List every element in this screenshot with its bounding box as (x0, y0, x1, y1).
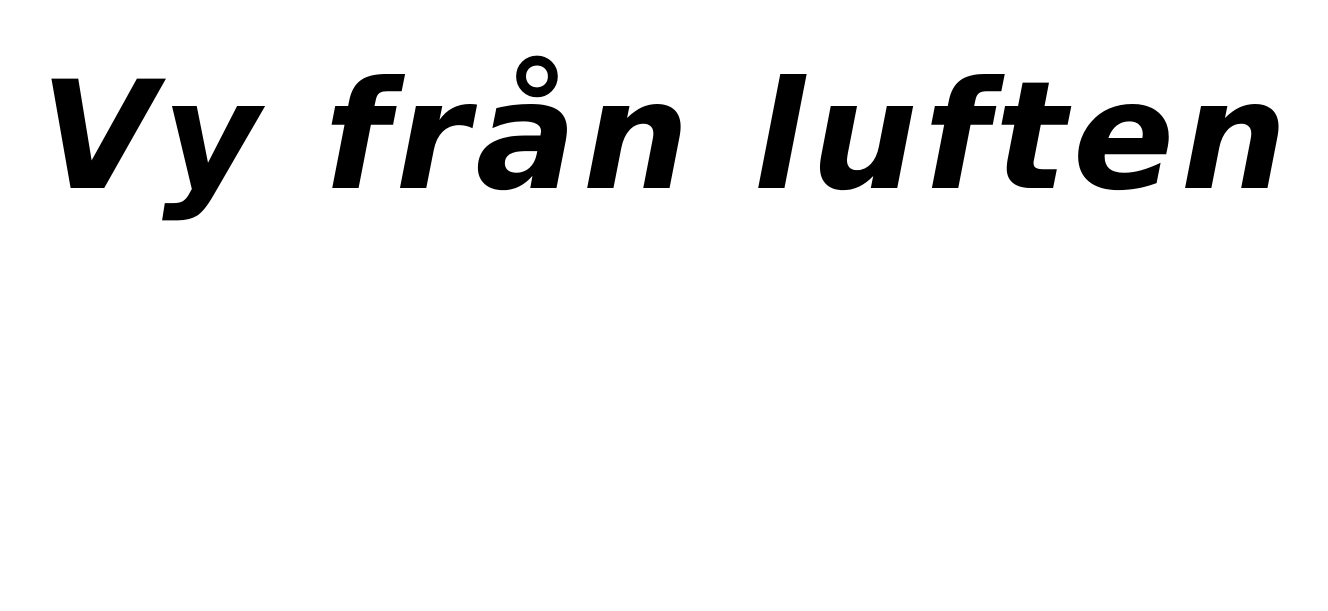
page-title: Vy från luften (40, 50, 1294, 224)
